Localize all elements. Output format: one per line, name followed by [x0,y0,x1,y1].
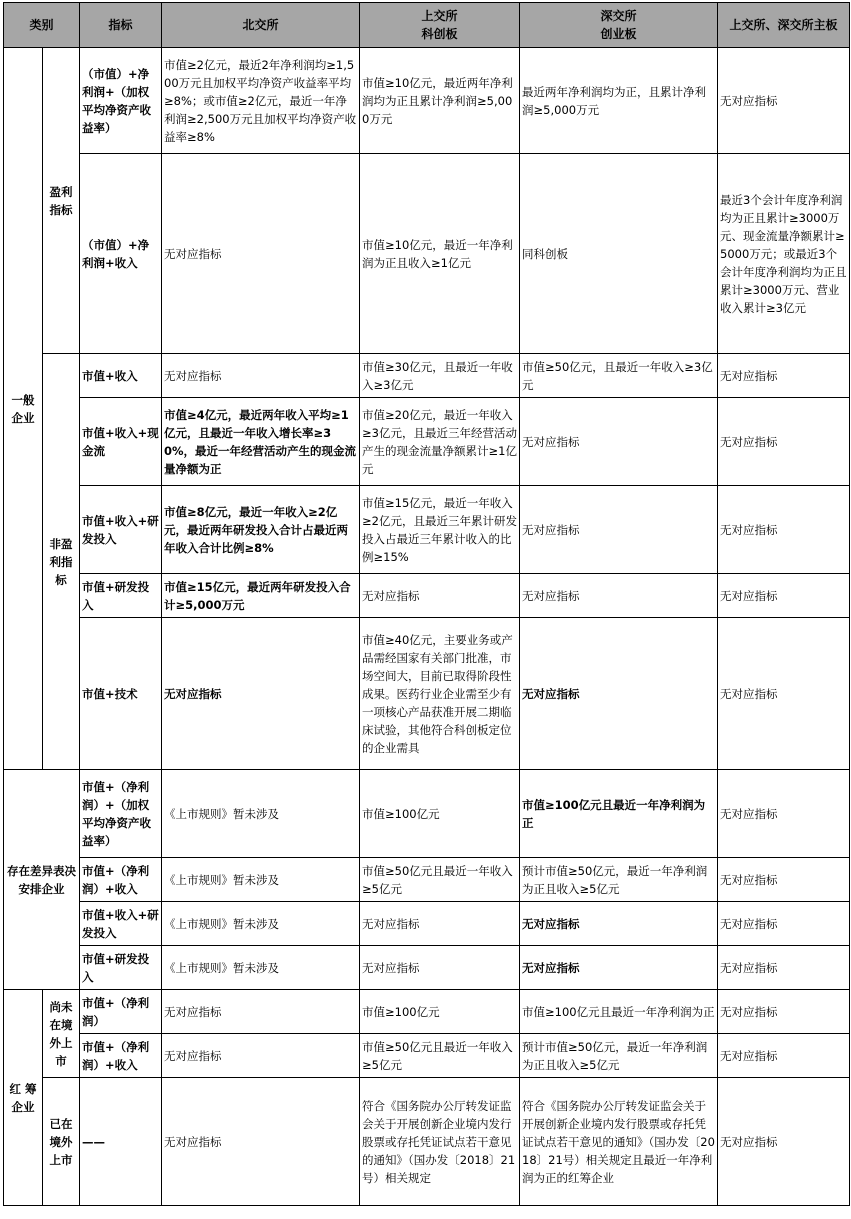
section-listed: 已在境外上市 [43,1078,80,1206]
header-sse-star: 上交所 科创板 [360,3,520,48]
sse-cell: 市值≥20亿元，最近一年收入≥3亿元，且最近三年经营活动产生的现金流量净额累计≥1亿元 [360,398,520,486]
indicator-cell: 市值+（净利润）+（加权平均净资产收益率） [80,770,162,858]
bse-cell: 无对应指标 [162,154,360,354]
section-vie: 存在差异表决安排企业 [4,770,80,990]
main-cell: 无对应指标 [718,858,850,902]
table-row [4,574,850,618]
szse-cell: 无对应指标 [520,398,718,486]
bse-cell: 无对应指标 [162,1078,360,1206]
main-cell: 最近3个会计年度净利润均为正且累计≥3000万元、现金流量净额累计≥5000万元；或最近3个会计年度净利润均为正且累计≥3000万元、营业收入累计≥3亿元 [718,154,850,354]
bse-cell: 无对应指标 [162,354,360,398]
header-category: 类别 [4,3,80,48]
indicator-cell: 市值+收入+现金流 [80,398,162,486]
sse-cell: 无对应指标 [360,902,520,946]
sse-cell: 无对应指标 [360,946,520,990]
main-cell: 无对应指标 [718,902,850,946]
bse-cell: 无对应指标 [162,990,360,1034]
indicator-cell: 市值+收入+研发投入 [80,486,162,574]
section-not-listed: 尚未在境外上市 [43,990,80,1078]
section-general: 一般企业 [4,48,43,770]
bse-cell: 《上市规则》暂未涉及 [162,902,360,946]
header-main-board: 上交所、深交所主板 [718,3,850,48]
sse-cell: 市值≥10亿元，最近两年净利润均为正且累计净利润≥5,000万元 [360,48,520,154]
section-nonprofit: 非盈利指标 [43,354,80,770]
table-row [4,354,850,398]
header-indicator: 指标 [80,3,162,48]
indicator-cell: 市值+（净利润）+收入 [80,1034,162,1078]
header-szse-chinext: 深交所 创业板 [520,3,718,48]
indicator-cell: （市值）+净利润+（加权平均净资产收益率） [80,48,162,154]
table-row [4,770,850,858]
sse-cell: 市值≥50亿元且最近一年收入≥5亿元 [360,1034,520,1078]
indicator-cell: 市值+研发投入 [80,574,162,618]
table-row [4,618,850,770]
main-cell: 无对应指标 [718,486,850,574]
table-row [4,1078,850,1206]
szse-cell: 最近两年净利润均为正，且累计净利润≥5,000万元 [520,48,718,154]
indicator-cell: 市值+（净利润） [80,990,162,1034]
table-row [4,858,850,902]
sse-cell: 符合《国务院办公厅转发证监会关于开展创新企业境内发行股票或存托凭证试点若干意见的通知》（国办发〔2018〕21号）相关规定 [360,1078,520,1206]
bse-cell: 市值≥4亿元，最近两年收入平均≥1亿元，且最近一年收入增长率≥30%，最近一年经营活动产生的现金流量净额为正 [162,398,360,486]
bse-cell: 市值≥8亿元，最近一年收入≥2亿元，最近两年研发投入合计占最近两年收入合计比例≥8% [162,486,360,574]
szse-cell: 无对应指标 [520,902,718,946]
szse-cell: 无对应指标 [520,946,718,990]
indicator-cell: 市值+收入 [80,354,162,398]
main-cell: 无对应指标 [718,1078,850,1206]
sse-cell: 市值≥30亿元，且最近一年收入≥3亿元 [360,354,520,398]
main-cell: 无对应指标 [718,354,850,398]
header-row [4,3,850,48]
szse-cell: 同科创板 [520,154,718,354]
indicator-cell: （市值）+净利润+收入 [80,154,162,354]
sse-cell: 市值≥40亿元，主要业务或产品需经国家有关部门批准，市场空间大，目前已取得阶段性成果。医药行业企业需至少有一项核心产品获准开展二期临床试验，其他符合科创板定位的企业需具 [360,618,520,770]
table-row [4,990,850,1034]
main-cell: 无对应指标 [718,574,850,618]
table-row [4,154,850,354]
indicator-cell: 市值+收入+研发投入 [80,902,162,946]
table-row [4,902,850,946]
indicator-cell: —— [80,1078,162,1206]
bse-cell: 《上市规则》暂未涉及 [162,770,360,858]
szse-cell: 无对应指标 [520,618,718,770]
main-cell: 无对应指标 [718,946,850,990]
sse-cell: 市值≥15亿元，最近一年收入≥2亿元，且最近三年累计研发投入占最近三年累计收入的比例≥15% [360,486,520,574]
szse-cell: 无对应指标 [520,486,718,574]
listing-criteria-table [3,2,850,1206]
sse-cell: 市值≥10亿元，最近一年净利润为正且收入≥1亿元 [360,154,520,354]
sse-cell: 市值≥100亿元 [360,990,520,1034]
sse-cell: 市值≥50亿元且最近一年收入≥5亿元 [360,858,520,902]
main-cell: 无对应指标 [718,48,850,154]
bse-cell: 无对应指标 [162,1034,360,1078]
sse-cell: 市值≥100亿元 [360,770,520,858]
szse-cell: 市值≥50亿元，且最近一年收入≥3亿元 [520,354,718,398]
bse-cell: 市值≥2亿元，最近2年净利润均≥1,500万元且加权平均净资产收益率平均≥8%；或市值≥2亿元，最近一年净利润≥2,500万元且加权平均净资产收益率≥8% [162,48,360,154]
indicator-cell: 市值+技术 [80,618,162,770]
bse-cell: 无对应指标 [162,618,360,770]
bse-cell: 市值≥15亿元，最近两年研发投入合计≥5,000万元 [162,574,360,618]
section-profit: 盈利指标 [43,48,80,354]
main-cell: 无对应指标 [718,990,850,1034]
szse-cell: 市值≥100亿元且最近一年净利润为正 [520,990,718,1034]
table-row [4,48,850,154]
szse-cell: 无对应指标 [520,574,718,618]
bse-cell: 《上市规则》暂未涉及 [162,946,360,990]
szse-cell: 市值≥100亿元且最近一年净利润为正 [520,770,718,858]
header-bse: 北交所 [162,3,360,48]
szse-cell: 符合《国务院办公厅转发证监会关于开展创新企业境内发行股票或存托凭证试点若干意见的通知》（国办发〔2018〕21号）相关规定且最近一年净利润为正的红筹企业 [520,1078,718,1206]
section-redchip: 红 筹企业 [4,990,43,1206]
indicator-cell: 市值+（净利润）+收入 [80,858,162,902]
szse-cell: 预计市值≥50亿元，最近一年净利润为正且收入≥5亿元 [520,1034,718,1078]
main-cell: 无对应指标 [718,770,850,858]
table-row [4,398,850,486]
bse-cell: 《上市规则》暂未涉及 [162,858,360,902]
main-cell: 无对应指标 [718,618,850,770]
table-row [4,946,850,990]
indicator-cell: 市值+研发投入 [80,946,162,990]
table-row [4,486,850,574]
main-cell: 无对应指标 [718,398,850,486]
szse-cell: 预计市值≥50亿元，最近一年净利润为正且收入≥5亿元 [520,858,718,902]
main-cell: 无对应指标 [718,1034,850,1078]
sse-cell: 无对应指标 [360,574,520,618]
table-row [4,1034,850,1078]
